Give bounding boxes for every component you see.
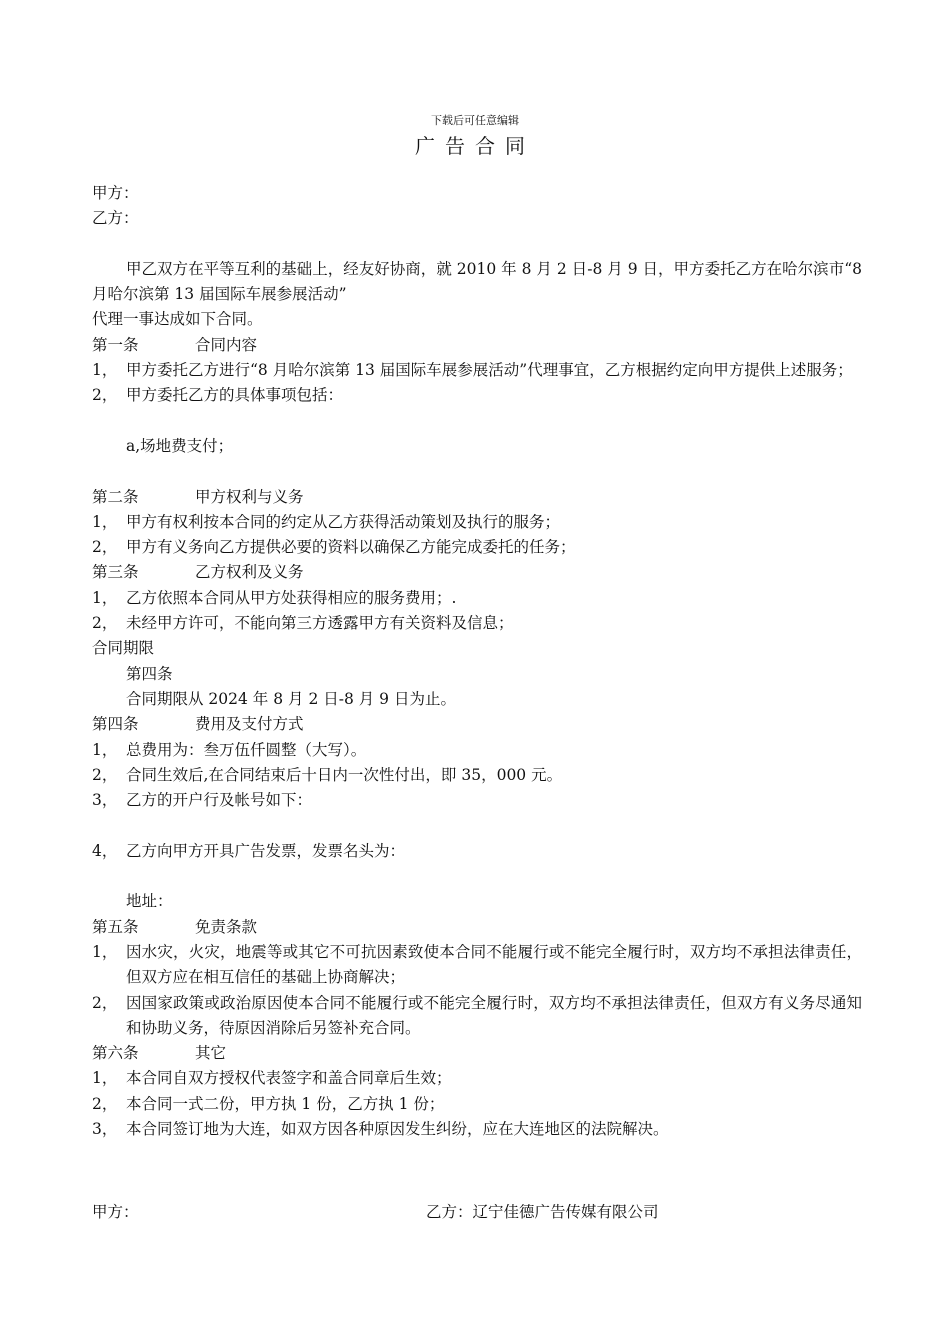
clause-item: 2， 甲方委托乙方的具体事项包括： — [92, 386, 344, 405]
article-name: 免责条款 — [195, 917, 258, 936]
clause-item: 1， 总费用为：叁万伍仟圆整（大写）。 — [92, 740, 367, 759]
party-a-label: 甲方： — [92, 184, 139, 202]
clause-item: 1， 乙方依照本合同从甲方处获得相应的服务费用；. — [92, 588, 457, 607]
article-number: 第三条 — [92, 563, 139, 582]
article-name: 合同内容 — [195, 335, 258, 354]
article-number: 第二条 — [92, 487, 139, 506]
clause-item: 2， 未经甲方许可，不能向第三方透露甲方有关资料及信息； — [92, 614, 514, 633]
article-name: 甲方权利与义务 — [195, 487, 304, 506]
header-note: 下载后可任意编辑 — [431, 114, 519, 127]
term-article-number: 第四条 — [126, 664, 173, 683]
document-title: 广告合同 — [415, 134, 535, 158]
term-label: 合同期限 — [92, 639, 155, 658]
clause-item: 1， 甲方有权利按本合同的约定从乙方获得活动策划及执行的服务； — [92, 512, 561, 531]
article-number: 第五条 — [92, 917, 139, 936]
article-6-heading — [92, 1041, 862, 1066]
address-label: 地址： — [126, 892, 173, 911]
intro-paragraph: 甲乙双方在平等互利的基础上，经友好协商，就 2010 年 8 月 2 日-8 月 9 日，甲方委托乙方在哈尔滨市“8 月哈尔滨第 13 届国际车展参展活动” — [92, 259, 862, 304]
article-number: 第一条 — [92, 335, 139, 354]
signature-block — [92, 1200, 862, 1225]
clause-item: 1， 因水灾，火灾，地震等或其它不可抗因素致使本合同不能履行或不能完全履行时，双方均不承担法律责任，但双方应在相互信任的基础上协商解决； — [92, 942, 862, 987]
party-b-label: 乙方： — [92, 209, 139, 228]
signature-party-a: 甲方： — [92, 1203, 139, 1221]
article-name: 其它 — [195, 1044, 227, 1063]
intro-continuation: 代理一事达成如下合同。 — [92, 310, 263, 329]
clause-item: 3， 本合同签订地为大连，如双方因各种原因发生纠纷，应在大连地区的法院解决。 — [92, 1119, 669, 1138]
clause-item: 2， 本合同一式二份，甲方执 1 份，乙方执 1 份； — [92, 1094, 445, 1113]
article-number: 第四条 — [92, 715, 139, 734]
article-3-heading — [92, 560, 862, 585]
clause-item: 2， 因国家政策或政治原因使本合同不能履行或不能完全履行时，双方均不承担法律责任，但双方有义务尽通知和协助义务，待原因消除后另签补充合同。 — [92, 993, 862, 1037]
article-2-heading — [92, 485, 862, 510]
article-number: 第六条 — [92, 1044, 139, 1063]
article-1-heading — [92, 333, 862, 358]
article-5-heading — [92, 915, 862, 940]
contract-body — [92, 181, 862, 1142]
clause-item: 3， 乙方的开户行及帐号如下： — [92, 791, 313, 810]
article-4-heading — [92, 712, 862, 737]
clause-item: 4， 乙方向甲方开具广告发票，发票名头为： — [92, 841, 406, 860]
clause-item: 2， 甲方有义务向乙方提供必要的资料以确保乙方能完成委托的任务； — [92, 538, 576, 557]
term-text: 合同期限从 2024 年 8 月 2 日-8 月 9 日为止。 — [126, 689, 456, 708]
article-name: 费用及支付方式 — [195, 715, 304, 734]
sub-item: a,场地费支付； — [126, 436, 234, 455]
signature-party-b: 乙方：辽宁佳德广告传媒有限公司 — [426, 1203, 659, 1221]
article-name: 乙方权利及义务 — [195, 563, 304, 582]
clause-item: 2， 合同生效后,在合同结束后十日内一次性付出，即 35，000 元。 — [92, 765, 563, 784]
clause-item: 1， 本合同自双方授权代表签字和盖合同章后生效； — [92, 1069, 452, 1088]
clause-item: 1， 甲方委托乙方进行“8 月哈尔滨第 13 届国际车展参展活动”代理事宜，乙方根据约定向甲方提供上述服务； — [92, 361, 853, 380]
